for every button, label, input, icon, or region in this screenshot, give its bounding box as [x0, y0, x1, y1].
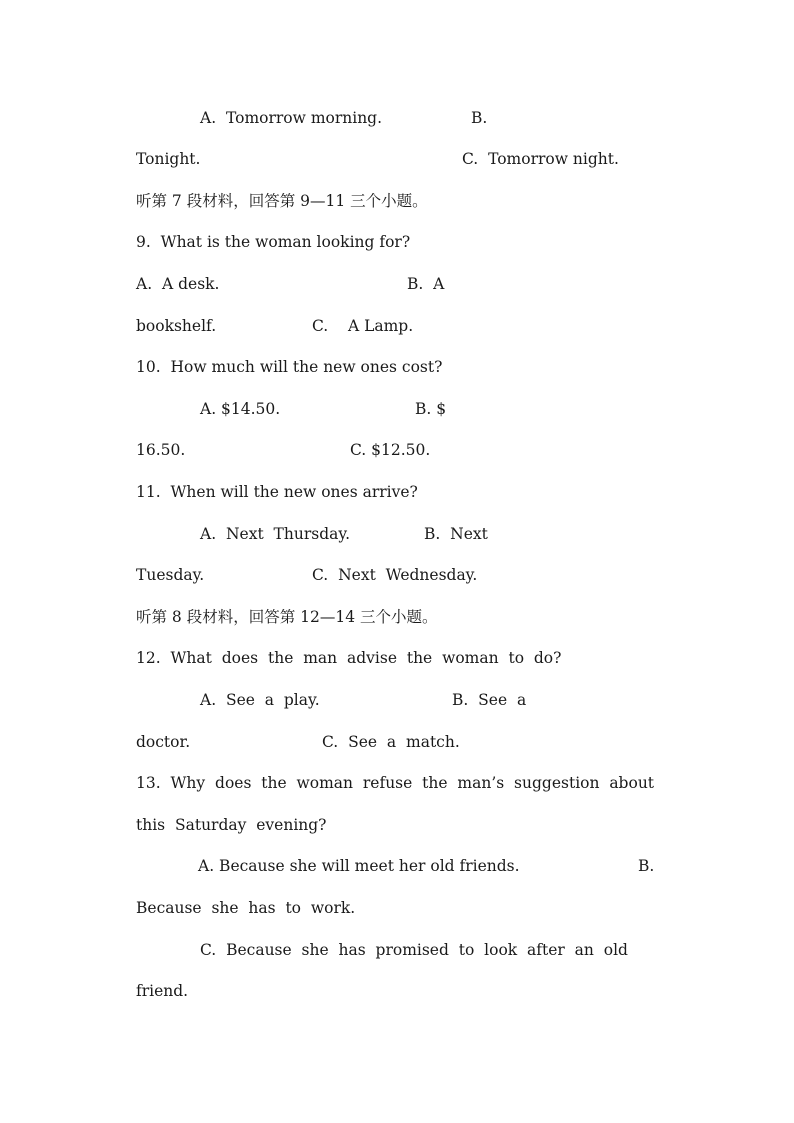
q10-question: 10. How much will the new ones cost?	[136, 358, 443, 376]
q13-option-c-line1: C. Because she has promised to look after an old	[200, 941, 628, 959]
q8-option-c: C. Tomorrow night.	[462, 150, 619, 168]
q12-question: 12. What does the man advise the woman to do?	[136, 649, 562, 667]
q12-row	[0, 646, 794, 670]
q12-option-c: C. See a match.	[322, 733, 460, 751]
q8-options-row-1	[0, 106, 794, 130]
q13-option-a: A. Because she will meet her old friends.	[198, 857, 520, 875]
section7-heading-row	[0, 189, 794, 213]
q13-option-b-letter: B.	[638, 857, 655, 875]
q13-option-b-text: Because she has to work.	[136, 899, 356, 917]
q10-option-b-text: 16.50.	[136, 441, 186, 459]
q11-options-row-2	[0, 563, 794, 587]
q9-option-b-text: bookshelf.	[136, 317, 217, 335]
q9-option-c: C. A Lamp.	[312, 317, 414, 335]
q9-option-a: A. A desk.	[136, 275, 220, 293]
q13-row-2	[0, 813, 794, 837]
section7-heading: 听第 7 段材料，回答第 9—11 三个小题。	[136, 192, 428, 210]
q10-option-a: A. $14.50.	[200, 400, 281, 418]
q12-option-b-text: doctor.	[136, 733, 191, 751]
q9-options-row-2	[0, 314, 794, 338]
q11-option-c: C. Next Wednesday.	[312, 566, 478, 584]
q13-question-line2: this Saturday evening?	[136, 816, 327, 834]
q11-row	[0, 480, 794, 504]
q11-option-b-text: Tuesday.	[136, 566, 205, 584]
q13-options-row-4	[0, 979, 794, 1003]
q11-option-b-letter: B. Next	[424, 525, 488, 543]
q11-question: 11. When will the new ones arrive?	[136, 483, 418, 501]
q12-option-b-letter: B. See a	[452, 691, 527, 709]
q13-row-1	[0, 771, 794, 795]
q13-option-c-line2: friend.	[136, 982, 189, 1000]
section8-heading-row	[0, 605, 794, 629]
q9-option-b-letter: B. A	[407, 275, 445, 293]
q10-options-row-1	[0, 397, 794, 421]
q13-options-row-3	[0, 938, 794, 962]
q8-option-a: A. Tomorrow morning.	[200, 109, 383, 127]
q13-question-line1: 13. Why does the woman refuse the man’s suggestion about	[136, 774, 655, 792]
section8-heading: 听第 8 段材料，回答第 12—14 三个小题。	[136, 608, 438, 626]
q10-option-b-letter: B. $	[415, 400, 447, 418]
q12-options-row-2	[0, 730, 794, 754]
q13-options-row-2	[0, 896, 794, 920]
q10-option-c: C. $12.50.	[350, 441, 431, 459]
q10-row	[0, 355, 794, 379]
q8-options-row-2	[0, 147, 794, 171]
q8-option-b-text: Tonight.	[136, 150, 201, 168]
q9-row	[0, 230, 794, 254]
q12-option-a: A. See a play.	[200, 691, 320, 709]
q9-options-row-1	[0, 272, 794, 296]
q8-option-b-letter: B.	[471, 109, 488, 127]
q11-option-a: A. Next Thursday.	[200, 525, 350, 543]
q11-options-row-1	[0, 522, 794, 546]
q10-options-row-2	[0, 438, 794, 462]
q9-question: 9. What is the woman looking for?	[136, 233, 411, 251]
q13-options-row-1	[0, 854, 794, 878]
q12-options-row-1	[0, 688, 794, 712]
